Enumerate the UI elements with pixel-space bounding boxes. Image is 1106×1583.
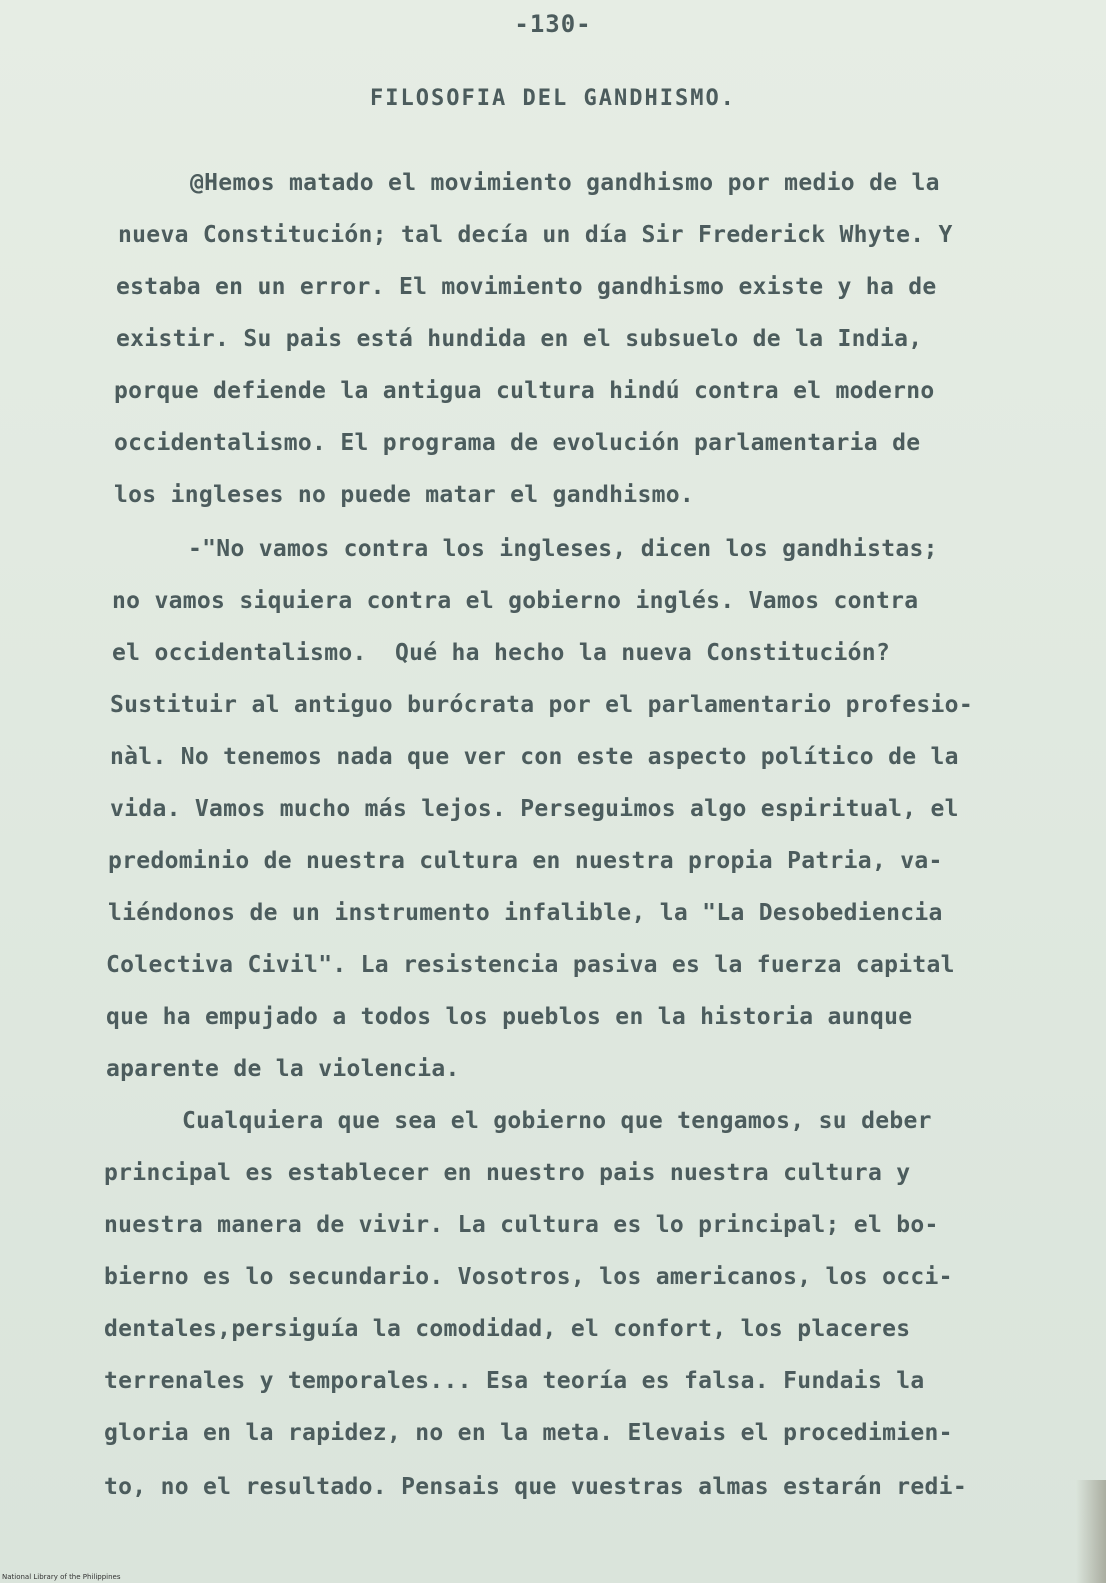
- text-line: existir. Su pais está hundida en el subsuelo de la India,: [116, 326, 923, 352]
- text-line: Cualquiera que sea el gobierno que tengamos, su deber: [182, 1108, 932, 1134]
- text-line: nuestra manera de vivir. La cultura es lo principal; el bo-: [104, 1212, 939, 1238]
- text-line: bierno es lo secundario. Vosotros, los americanos, los occi-: [104, 1264, 953, 1290]
- text-line: Colectiva Civil". La resistencia pasiva es la fuerza capital: [106, 952, 955, 978]
- text-line: el occidentalismo. Qué ha hecho la nueva Constitución?: [112, 640, 891, 666]
- text-line: to, no el resultado. Pensais que vuestras almas estarán redi-: [104, 1474, 967, 1500]
- text-line: principal es establecer en nuestro pais nuestra cultura y: [104, 1160, 911, 1186]
- text-line: nueva Constitución; tal decía un día Sir Frederick Whyte. Y: [118, 222, 953, 248]
- text-line: porque defiende la antigua cultura hindú contra el moderno: [114, 378, 935, 404]
- text-line: que ha empujado a todos los pueblos en la historia aunque: [106, 1004, 913, 1030]
- page-edge-shadow: [1076, 1480, 1106, 1583]
- text-line: nàl. No tenemos nada que ver con este aspecto político de la: [110, 744, 959, 770]
- page-title: FILOSOFIA DEL GANDHISMO.: [370, 86, 736, 111]
- text-line: los ingleses no puede matar el gandhismo.: [114, 482, 695, 508]
- text-line: occidentalismo. El programa de evolución parlamentaria de: [114, 430, 921, 456]
- text-line: dentales,persiguía la comodidad, el confort, los placeres: [104, 1316, 911, 1342]
- text-line: aparente de la violencia.: [106, 1056, 460, 1082]
- text-line: no vamos siquiera contra el gobierno inglés. Vamos contra: [112, 588, 919, 614]
- text-line: gloria en la rapidez, no en la meta. Elevais el procedimien-: [104, 1420, 953, 1446]
- text-line: estaba en un error. El movimiento gandhismo existe y ha de: [116, 274, 937, 300]
- text-line: -"No vamos contra los ingleses, dicen los gandhistas;: [188, 536, 938, 562]
- text-line: @Hemos matado el movimiento gandhismo por medio de la: [190, 170, 940, 196]
- text-line: liéndonos de un instrumento infalible, la "La Desobediencia: [108, 900, 943, 926]
- text-line: terrenales y temporales... Esa teoría es falsa. Fundais la: [104, 1368, 925, 1394]
- library-watermark: National Library of the Philippines: [2, 1573, 121, 1581]
- page-number: -130-: [514, 10, 592, 38]
- text-line: predominio de nuestra cultura en nuestra propia Patria, va-: [108, 848, 943, 874]
- text-line: vida. Vamos mucho más lejos. Perseguimos algo espiritual, el: [110, 796, 959, 822]
- text-line: Sustituir al antiguo burócrata por el parlamentario profesio-: [110, 692, 973, 718]
